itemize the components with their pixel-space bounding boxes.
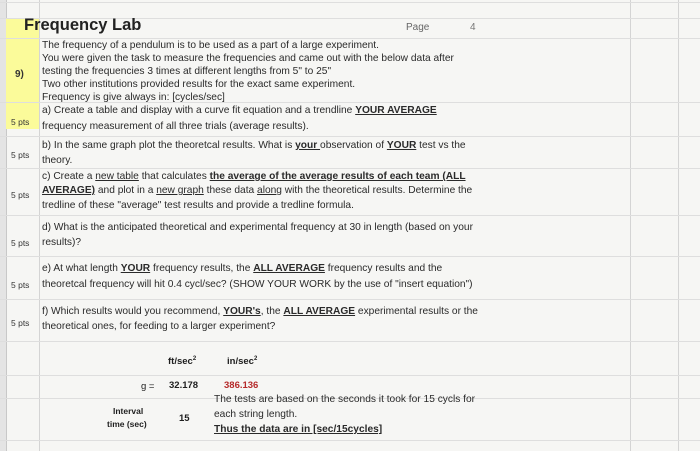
test-note-line-3: Thus the data are in [sec/15cycles] — [214, 424, 383, 435]
grid-line — [0, 215, 700, 216]
intro-line-2: You were given the task to measure the frequencies and came out with the below data after — [42, 53, 454, 64]
unit-in-per-sec: $in/\sec^2$ — [227, 356, 258, 368]
grid-line — [0, 256, 700, 257]
gravity-ft-value: 32.178 — [169, 380, 199, 391]
grid-line — [0, 2, 700, 3]
points-label: 5 pts — [11, 280, 30, 290]
part-e-line-1: e) At what length YOUR frequency results, the ALL AVERAGE frequency results and the — [42, 263, 443, 274]
intro-line-1: The frequency of a pendulum is to be used as a part of a large experiment. — [42, 40, 379, 51]
points-label: 5 pts — [11, 238, 30, 248]
part-c-line-3: tredline of these "average" test results and provide a tredline formula. — [42, 200, 354, 211]
grid-line — [678, 0, 679, 451]
test-note-line-2: each string length. — [214, 409, 298, 420]
grid-line — [0, 168, 700, 169]
grid-line — [0, 375, 700, 376]
intro-line-3: testing the frequencies 3 times at different lengths from 5" to 25" — [42, 66, 332, 77]
part-a-line-2: frequency measurement of all three trials (average results). — [42, 121, 309, 132]
interval-label: Interval — [113, 406, 144, 416]
intro-line-5: Frequency is give always in: [cycles/sec] — [42, 92, 225, 103]
grid-line — [0, 299, 700, 300]
gravity-in-value: 386.136 — [224, 380, 259, 391]
interval-label-unit: time (sec) — [107, 419, 147, 429]
grid-line — [0, 136, 700, 137]
question-number: 9) — [15, 69, 24, 80]
grid-line — [0, 38, 700, 39]
part-d-line-1: d) What is the anticipated theoretical and experimental frequency at 30 in length (based on your — [42, 222, 473, 233]
grid-line — [0, 341, 700, 342]
unit-ft-per-sec: $ft/\sec^2$ — [168, 356, 197, 368]
grid-line — [630, 0, 631, 451]
grid-line — [39, 0, 40, 451]
part-c-line-2: AVERAGE) and plot in a new graph these data along with the theoretical results. Determine the — [42, 185, 473, 196]
part-b-line-2: theory. — [42, 155, 73, 166]
part-b-line-1: b) In the same graph plot the theoretcal results. What is your observation of YOUR test vs the — [42, 140, 466, 151]
interval-value: 15 — [179, 413, 190, 424]
part-f-line-1: f) Which results would you recommend, YOUR's, the ALL AVERAGE experimental results or the — [42, 306, 478, 317]
page-label: Page — [406, 22, 430, 33]
part-f-line-2: theoretical ones, for feeding to a larger experiment? — [42, 321, 276, 332]
points-label: 5 pts — [11, 318, 30, 328]
test-note-line-1: The tests are based on the seconds it took for 15 cycls for — [214, 394, 476, 405]
part-a-line-1: a) Create a table and display with a curve fit equation and a trendline YOUR AVERAGE — [42, 105, 437, 116]
part-d-line-2: results)? — [42, 237, 82, 248]
points-label: 5 pts — [11, 117, 30, 127]
grid-line — [0, 440, 700, 441]
part-c-line-1: c) Create a new table that calculates the average of the average results of each team (ALL — [42, 171, 466, 182]
gravity-label: g = — [141, 381, 155, 392]
points-label: 5 pts — [11, 190, 30, 200]
points-label: 5 pts — [11, 150, 30, 160]
part-e-line-2: theoretcal frequency will hit 0.4 cycl/sec? (SHOW YOUR WORK by the use of "insert equation") — [42, 279, 473, 290]
page-title: Frequency Lab — [24, 16, 142, 34]
intro-line-4: Two other institutions provided results for the exact same experiment. — [42, 79, 356, 90]
page-number: 4 — [470, 22, 476, 33]
